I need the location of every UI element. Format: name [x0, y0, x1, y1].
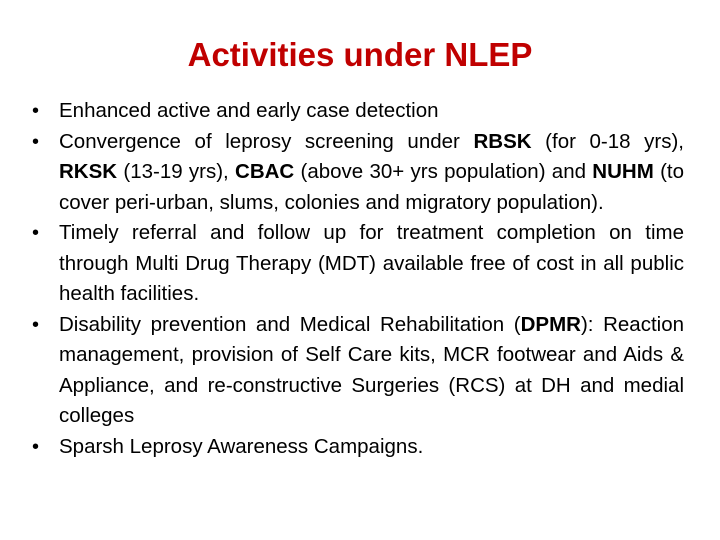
bullet-text: Sparsh Leprosy Awareness Campaigns.: [59, 434, 424, 458]
bullet-item: [32, 432, 684, 463]
bullet-item: [32, 218, 684, 310]
bullet-icon: •: [32, 130, 40, 153]
program-name: DPMR: [520, 312, 581, 336]
bullet-text: (13-19 yrs),: [117, 160, 236, 183]
bullet-text: Enhanced active and early case detection: [59, 99, 439, 122]
bullet-text: Disability prevention and Medical Rehabilitation (: [59, 312, 521, 336]
program-name: CBAC: [235, 160, 295, 183]
bullet-text: (for 0-18 yrs),: [531, 129, 685, 153]
program-name: RBSK: [473, 129, 532, 153]
bullet-icon: •: [32, 435, 40, 458]
bullet-icon: •: [32, 100, 40, 122]
bullet-item: [32, 127, 684, 219]
slide-title: Activities under NLEP: [187, 36, 533, 73]
bullet-icon: •: [32, 313, 40, 336]
bullet-item: [32, 310, 684, 432]
bullet-icon: •: [32, 222, 40, 244]
bullet-list: [32, 96, 684, 462]
program-name: NUHM: [592, 160, 654, 183]
bullet-text: ): Reaction management, provision of Self Care kits, MCR footwear and Aids & Appliance, and re-constructive Surgeries (RCS) at DH and medial colleges: [59, 312, 684, 427]
bullet-text: (above 30+ yrs population) and: [294, 160, 593, 183]
bullet-text: (to cover peri-urban, slums, colonies and migratory population).: [59, 160, 684, 214]
bullet-text: Convergence of leprosy screening under: [59, 129, 474, 153]
bullet-text: Timely referral and follow up for treatment completion on time through Multi Drug Therapy (MDT) available free of cost in all public health facilities.: [59, 221, 684, 305]
program-name: RKSK: [59, 160, 118, 183]
bullet-item: [32, 96, 684, 127]
